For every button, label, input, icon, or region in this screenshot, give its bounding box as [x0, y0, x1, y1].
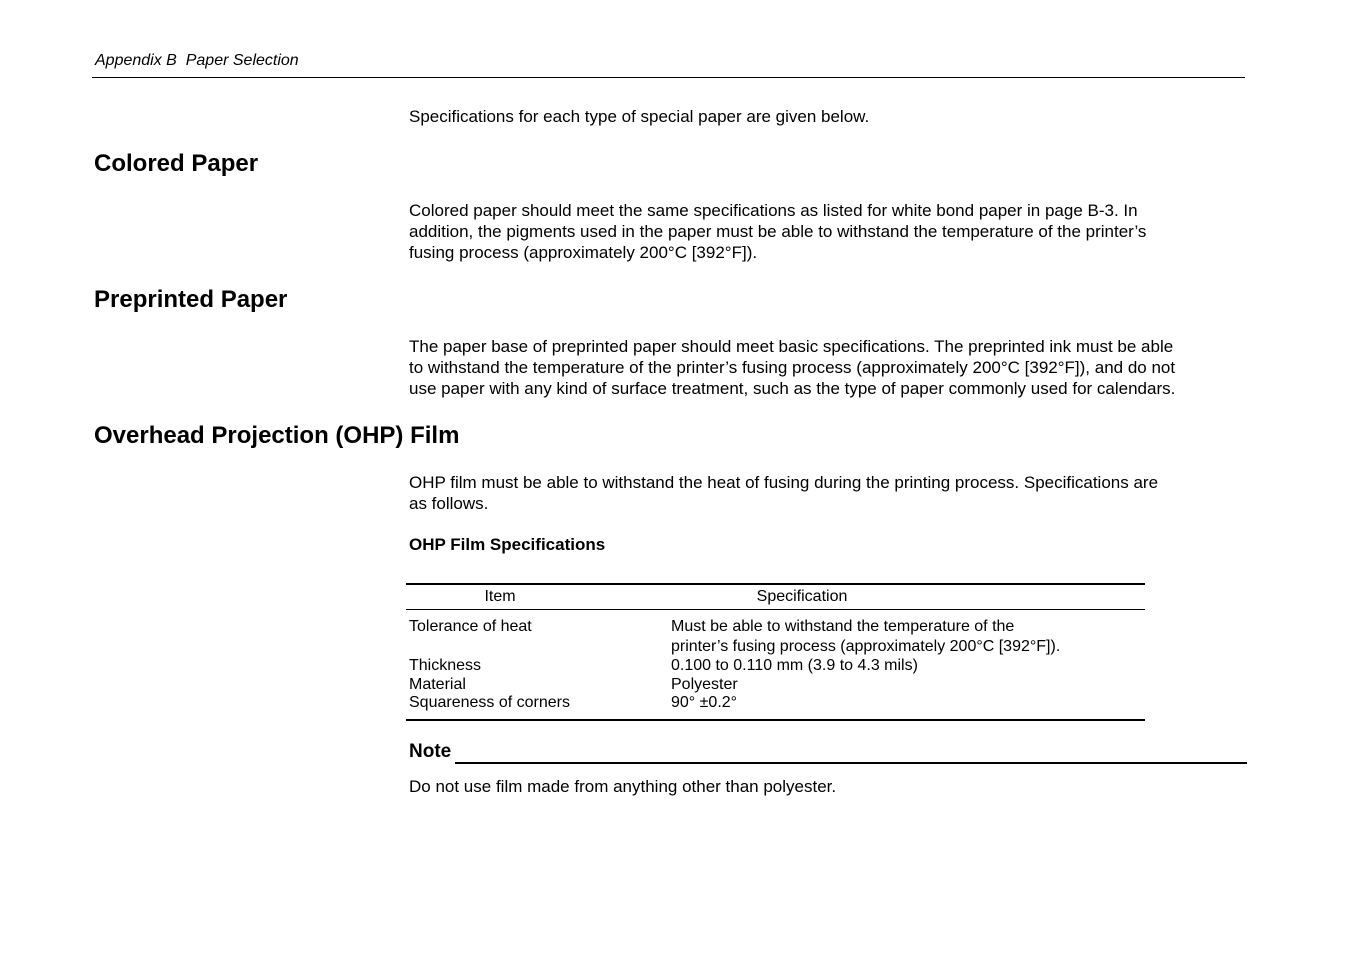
paragraph-line: as follows.	[409, 494, 489, 513]
table-header-row	[406, 585, 1145, 610]
paragraph-line: addition, the pigments used in the paper must be able to withstand the temperature of the printer’s	[409, 222, 1147, 241]
table-row	[409, 657, 1145, 676]
column-header-specification: Specification	[756, 588, 848, 605]
paragraph-line: Colored paper should meet the same specifications as listed for white bond paper in page B-3. In	[409, 201, 1138, 220]
note-text: Do not use film made from anything other than polyester.	[409, 777, 837, 796]
paragraph-line: OHP film must be able to withstand the heat of fusing during the printing process. Specifications are	[409, 473, 1159, 492]
paragraph-preprinted-paper	[409, 336, 1229, 399]
table-row	[409, 676, 1145, 695]
cell-spec: 90° ±0.2°	[671, 694, 738, 711]
cell-spec	[671, 617, 1145, 657]
paragraph-line: to withstand the temperature of the printer’s fusing process (approximately 200°C [392°F]), and do not	[409, 358, 1176, 377]
paragraph-ohp-film	[409, 472, 1229, 514]
note-label: Note	[409, 741, 452, 762]
cell-item: Squareness of corners	[409, 694, 570, 711]
paragraph-line: use paper with any kind of surface treatment, such as the type of paper commonly used for calendars.	[409, 379, 1176, 398]
heading-preprinted-paper: Preprinted Paper	[94, 286, 288, 313]
cell-item: Thickness	[409, 657, 482, 674]
paragraph-line: The paper base of preprinted paper should meet basic specifications. The preprinted ink must be able	[409, 337, 1174, 356]
table-row	[409, 617, 1145, 657]
table-title: OHP Film Specifications	[409, 535, 606, 554]
heading-ohp-film: Overhead Projection (OHP) Film	[94, 422, 460, 449]
paragraph-colored-paper	[409, 200, 1229, 263]
cell-item: Material	[409, 675, 466, 693]
cell-item: Tolerance of heat	[409, 618, 532, 635]
spec-table	[406, 583, 1145, 721]
cell-spec: Polyester	[671, 675, 738, 693]
header-rule	[92, 77, 1245, 78]
table-body	[406, 610, 1145, 719]
table-row	[409, 694, 1145, 713]
intro-paragraph: Specifications for each type of special paper are given below.	[409, 107, 870, 126]
column-header-item: Item	[484, 588, 516, 605]
paragraph-line: fusing process (approximately 200°C [392°F]).	[409, 243, 758, 262]
cell-spec-line: Must be able to withstand the temperature of the	[671, 618, 1015, 635]
cell-spec-line: printer’s fusing process (approximately 200°C [392°F]).	[671, 638, 1061, 655]
running-header: Appendix B Paper Selection	[95, 52, 299, 69]
heading-colored-paper: Colored Paper	[94, 150, 259, 177]
cell-spec: 0.100 to 0.110 mm (3.9 to 4.3 mils)	[671, 657, 918, 674]
note-rule	[455, 762, 1247, 764]
